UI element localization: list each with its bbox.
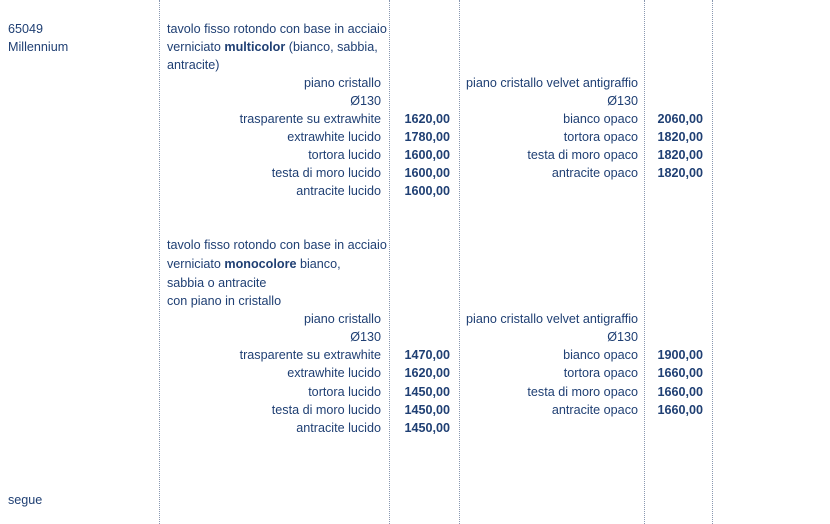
finish-label: tortora opaco (563, 130, 638, 144)
price-value: 1450,00 (404, 385, 450, 399)
price-value: 1600,00 (404, 148, 450, 162)
section-description-line (167, 38, 378, 56)
finish-label: extrawhite lucido (287, 366, 381, 380)
desc-text: (bianco, sabbia, (285, 40, 378, 54)
desc-text: verniciato (167, 257, 225, 271)
price-value: 1820,00 (657, 130, 703, 144)
column-divider (159, 0, 160, 524)
desc-text: verniciato (167, 40, 225, 54)
price-value: 1620,00 (404, 112, 450, 126)
product-code: 65049 (8, 22, 44, 36)
price-value: 1660,00 (657, 385, 703, 399)
column-divider (712, 0, 713, 524)
price-value: 1600,00 (404, 184, 450, 198)
right-header: piano cristallo velvet antigraffio (466, 76, 638, 90)
finish-label: tortora lucido (308, 385, 381, 399)
section-description-line: tavolo fisso rotondo con base in acciaio (167, 238, 387, 252)
finish-label: antracite lucido (296, 184, 381, 198)
column-divider (459, 0, 460, 524)
finish-label: bianco opaco (563, 112, 638, 126)
left-header: piano cristallo (303, 312, 381, 326)
right-header: piano cristallo velvet antigraffio (466, 312, 638, 326)
finish-label: antracite lucido (296, 421, 381, 435)
price-value: 1820,00 (657, 166, 703, 180)
section-description-line (167, 255, 341, 273)
desc-emphasis: monocolore (224, 257, 297, 271)
price-value: 1820,00 (657, 148, 703, 162)
finish-label: antracite opaco (551, 166, 638, 180)
price-value: 1620,00 (404, 366, 450, 380)
section-description-line: tavolo fisso rotondo con base in acciaio (167, 22, 387, 36)
left-size: Ø130 (350, 330, 381, 344)
price-value: 1660,00 (657, 366, 703, 380)
price-value: 2060,00 (657, 112, 703, 126)
continued-note: segue (8, 493, 43, 507)
finish-label: testa di moro lucido (271, 403, 381, 417)
price-value: 1450,00 (404, 403, 450, 417)
price-value: 1450,00 (404, 421, 450, 435)
finish-label: testa di moro opaco (527, 385, 638, 399)
finish-label: trasparente su extrawhite (239, 112, 381, 126)
finish-label: trasparente su extrawhite (239, 348, 381, 362)
finish-label: antracite opaco (551, 403, 638, 417)
finish-label: tortora opaco (563, 366, 638, 380)
price-value: 1780,00 (404, 130, 450, 144)
column-divider (644, 0, 645, 524)
product-name: Millennium (8, 40, 69, 54)
price-value: 1660,00 (657, 403, 703, 417)
column-divider (389, 0, 390, 524)
left-size: Ø130 (350, 94, 381, 108)
finish-label: tortora lucido (308, 148, 381, 162)
right-size: Ø130 (607, 94, 638, 108)
right-size: Ø130 (607, 330, 638, 344)
price-value: 1900,00 (657, 348, 703, 362)
finish-label: testa di moro opaco (527, 148, 638, 162)
finish-label: bianco opaco (563, 348, 638, 362)
finish-label: testa di moro lucido (271, 166, 381, 180)
desc-emphasis: multicolor (224, 40, 286, 54)
section-description-line: antracite) (167, 58, 220, 72)
section-description-line: sabbia o antracite (167, 276, 267, 290)
section-description-line: con piano in cristallo (167, 294, 282, 308)
desc-text: bianco, (296, 257, 341, 271)
finish-label: extrawhite lucido (287, 130, 381, 144)
price-value: 1600,00 (404, 166, 450, 180)
left-header: piano cristallo (303, 76, 381, 90)
price-value: 1470,00 (404, 348, 450, 362)
